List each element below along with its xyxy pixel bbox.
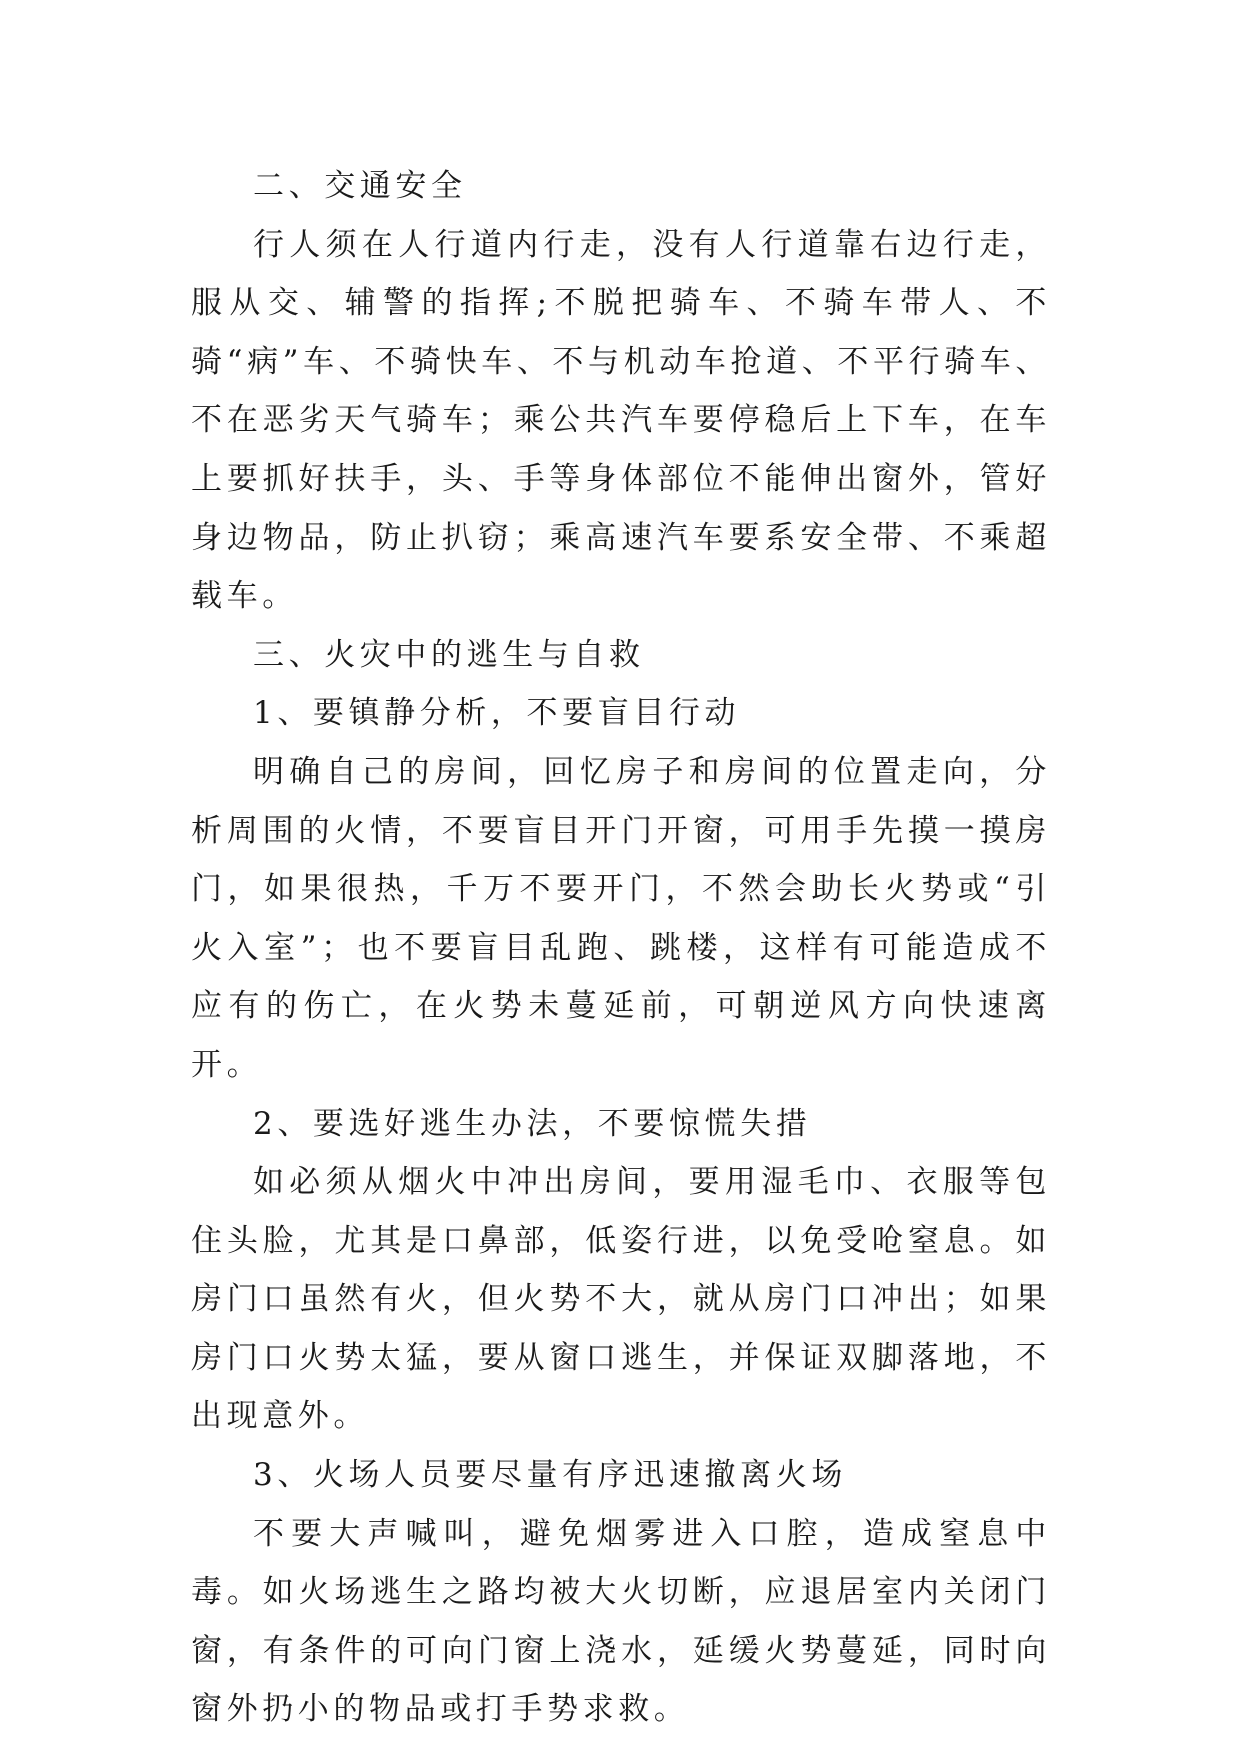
section-heading-fire-escape: 三、火灾中的逃生与自救 <box>253 636 645 673</box>
section-heading-traffic-safety: 二、交通安全 <box>253 168 467 204</box>
paragraph-traffic-rules: 行人须在人行道内行走，没有人行道靠右边行走，服从交、辅警的指挥;不脱把骑车、不骑车带人、不骑“病”车、不骑快车、不与机动车抢道、不平行骑车、不在恶劣天气骑车；乘公共汽车要停稳后上下车，在车上要抓好扶手，头、手等身体部位不能伸出窗外，管好身边物品，防止扒窃；乘高速汽车要系安全带、不乘超载车。 <box>191 226 1051 615</box>
paragraph-orderly-evacuation: 不要大声喊叫，避免烟雾进入口腔，造成窒息中毒。如火场逃生之路均被大火切断，应退居室内关闭门窗，有条件的可向门窗上浇水，延缓火势蔓延，同时向窗外扔小的物品或打手势求救。 <box>191 1515 1051 1728</box>
subheading-orderly-evacuation: 3、火场人员要尽量有序迅速撤离火场 <box>253 1457 847 1494</box>
paragraph-stay-calm: 明确自己的房间，回忆房子和房间的位置走向，分析周围的火情，不要盲目开门开窗，可用手先摸一摸房门，如果很热，千万不要开门，不然会助长火势或“引火入室”；也不要盲目乱跑、跳楼，这样有可能造成不应有的伤亡，在火势未蔓延前，可朝逆风方向快速离开。 <box>191 753 1051 1083</box>
paragraph-choose-escape-method: 如必须从烟火中冲出房间，要用湿毛巾、衣服等包住头脸，尤其是口鼻部，低姿行进，以免受呛窒息。如房门口虽然有火，但火势不大，就从房门口冲出；如果房门口火势太猛，要从窗口逃生，并保证双脚落地，不出现意外。 <box>191 1164 1051 1435</box>
subheading-choose-escape-method: 2、要选好逃生办法，不要惊慌失措 <box>253 1105 812 1142</box>
subheading-stay-calm: 1、要镇静分析，不要盲目行动 <box>253 695 741 732</box>
document-body <box>191 157 1051 1739</box>
